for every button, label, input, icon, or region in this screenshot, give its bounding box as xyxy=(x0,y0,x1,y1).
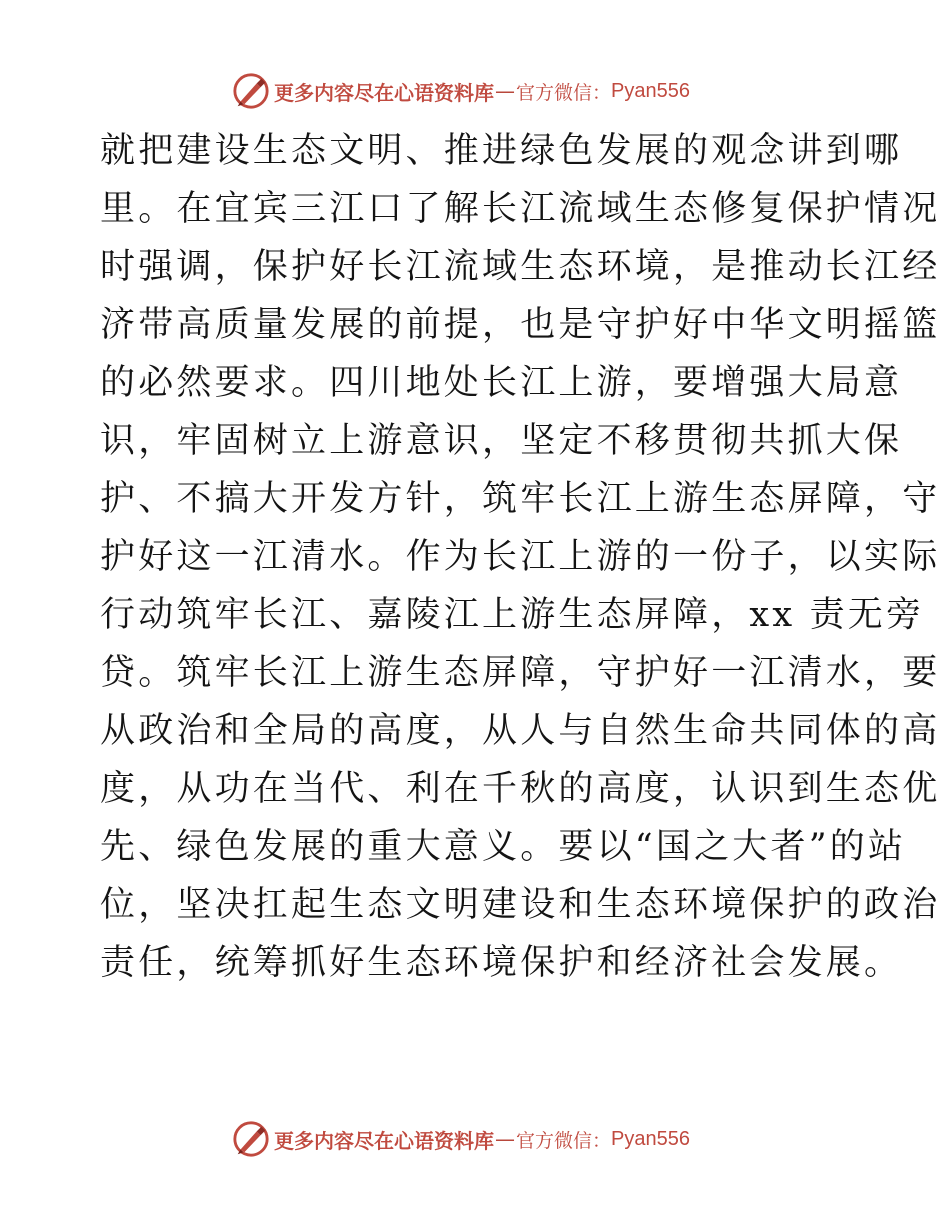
footer-promo-banner xyxy=(232,1119,690,1159)
body-line: 时强调，保护好长江流域生态环境，是推动长江经 xyxy=(100,247,941,287)
promo-wechat-label: 官方微信： xyxy=(516,1129,612,1152)
promo-dash: — xyxy=(495,79,515,103)
body-line: 就把建设生态文明、推进绿色发展的观念讲到哪 xyxy=(100,131,903,171)
body-line: 行动筑牢长江、嘉陵江上游生态屏障，xx 责无旁 xyxy=(100,595,925,635)
body-line: 贷。筑牢长江上游生态屏障，守护好一江清水，要 xyxy=(100,653,941,693)
body-line: 护、不搞大开发方针，筑牢长江上游生态屏障，守 xyxy=(100,479,941,519)
body-line: 的必然要求。四川地处长江上游，要增强大局意 xyxy=(100,363,903,403)
body-line: 责任，统筹抓好生态环境保护和经济社会发展。 xyxy=(100,943,903,983)
promo-wechat-id: Pyan556 xyxy=(611,79,690,102)
body-line: 度，从功在当代、利在千秋的高度，认识到生态优 xyxy=(100,769,941,809)
promo-wechat-label: 官方微信： xyxy=(516,81,612,104)
promo-main-text: 更多内容尽在心语资料库 xyxy=(274,1128,494,1153)
promo-main-text: 更多内容尽在心语资料库 xyxy=(274,80,494,105)
promo-wechat-id: Pyan556 xyxy=(611,1127,690,1150)
pen-logo-icon xyxy=(232,1120,270,1158)
header-promo-banner xyxy=(232,71,690,111)
body-line: 护好这一江清水。作为长江上游的一份子，以实际 xyxy=(100,537,941,577)
pen-logo-icon xyxy=(232,72,270,110)
promo-dash: — xyxy=(495,1127,515,1151)
body-line: 里。在宜宾三江口了解长江流域生态修复保护情况 xyxy=(100,189,941,229)
body-line: 从政治和全局的高度，从人与自然生命共同体的高 xyxy=(100,711,941,751)
body-line: 济带高质量发展的前提，也是守护好中华文明摇篮 xyxy=(100,305,941,345)
body-line: 位，坚决扛起生态文明建设和生态环境保护的政治 xyxy=(100,885,941,925)
body-line: 识，牢固树立上游意识，坚定不移贯彻共抓大保 xyxy=(100,421,903,461)
document-body xyxy=(100,122,941,992)
body-line: 先、绿色发展的重大意义。要以“国之大者”的站 xyxy=(100,827,907,867)
